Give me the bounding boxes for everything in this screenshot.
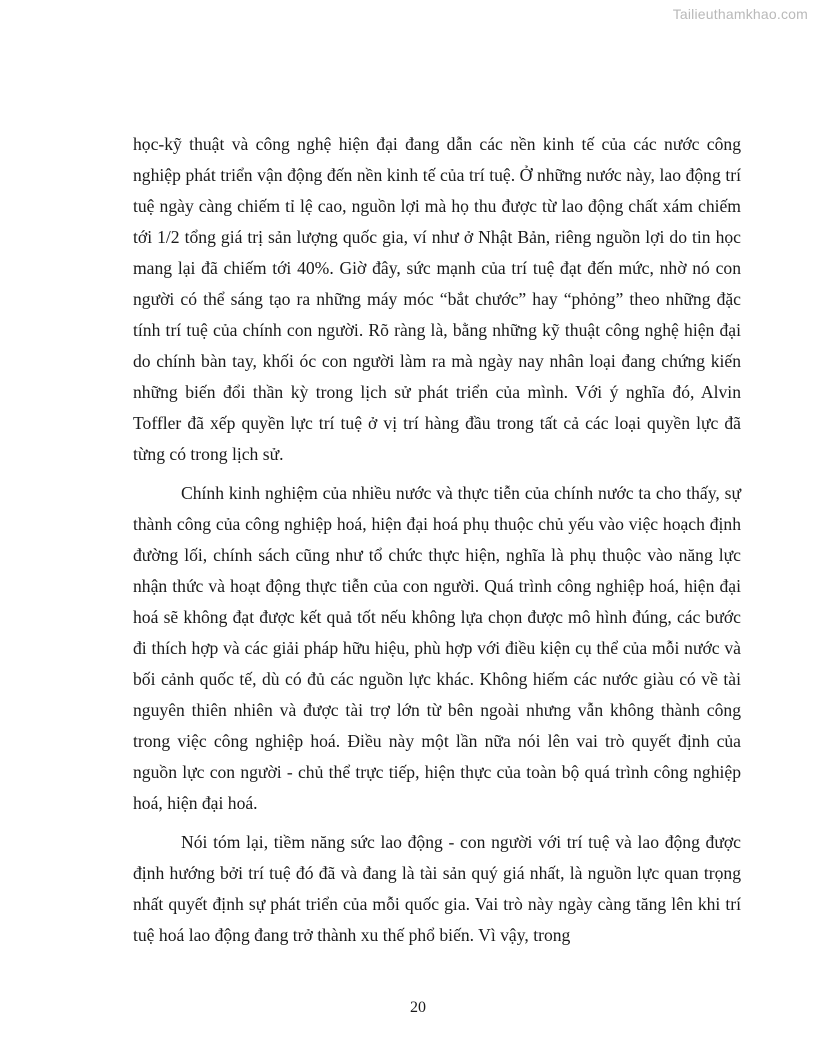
page-number: 20 [410, 999, 426, 1016]
paragraph-1: học-kỹ thuật và công nghệ hiện đại đang dẫn các nền kinh tế của các nước công nghiệp phát triển vận động đến nền kinh tế của trí tuệ. Ở những nước này, lao động trí tuệ ngày càng chiếm tỉ lệ cao, nguồn lợi mà họ thu được từ lao động chất xám chiếm tới 1/2 tổng giá trị sản lượng quốc gia, ví như ở Nhật Bản, riêng nguồn lợi do tin học mang lại đã chiếm tới 40%. Giờ đây, sức mạnh của trí tuệ đạt đến mức, nhờ nó con người có thể sáng tạo ra những máy móc “bắt chước” hay “phỏng” theo những đặc tính trí tuệ của chính con người. Rõ ràng là, bằng những kỹ thuật công nghệ hiện đại do chính bàn tay, khối óc con người làm ra mà ngày nay nhân loại đang chứng kiến những biến đổi thần kỳ trong lịch sử phát triển của mình. Với ý nghĩa đó, Alvin Toffler đã xếp quyền lực trí tuệ ở vị trí hàng đầu trong tất cả các loại quyền lực đã từng có trong lịch sử. [133, 134, 741, 464]
paragraph-2: Chính kinh nghiệm của nhiều nước và thực tiễn của chính nước ta cho thấy, sự thành công của công nghiệp hoá, hiện đại hoá phụ thuộc chủ yếu vào việc hoạch định đường lối, chính sách cũng như tổ chức thực hiện, nghĩa là phụ thuộc vào năng lực nhận thức và hoạt động thực tiễn của con người. Quá trình công nghiệp hoá, hiện đại hoá sẽ không đạt được kết quả tốt nếu không lựa chọn được mô hình đúng, các bước đi thích hợp và các giải pháp hữu hiệu, phù hợp với điều kiện cụ thể của mỗi nước và bối cảnh quốc tế, dù có đủ các nguồn lực khác. Không hiếm các nước giàu có về tài nguyên thiên nhiên và được tài trợ lớn từ bên ngoài nhưng vẫn không thành công trong việc công nghiệp hoá. Điều này một lần nữa nói lên vai trò quyết định của nguồn lực con người - chủ thể trực tiếp, hiện thực của toàn bộ quá trình công nghiệp hoá, hiện đại hoá. [133, 483, 741, 813]
watermark: Tailieuthamkhao.com [672, 6, 808, 22]
document-body [133, 129, 741, 959]
paragraph-3: Nói tóm lại, tiềm năng sức lao động - con người với trí tuệ và lao động được định hướng bởi trí tuệ đó đã và đang là tài sản quý giá nhất, là nguồn lực quan trọng nhất quyết định sự phát triển của mỗi quốc gia. Vai trò này ngày càng tăng lên khi trí tuệ hoá lao động đang trở thành xu thế phổ biến. Vì vậy, trong [133, 832, 741, 945]
